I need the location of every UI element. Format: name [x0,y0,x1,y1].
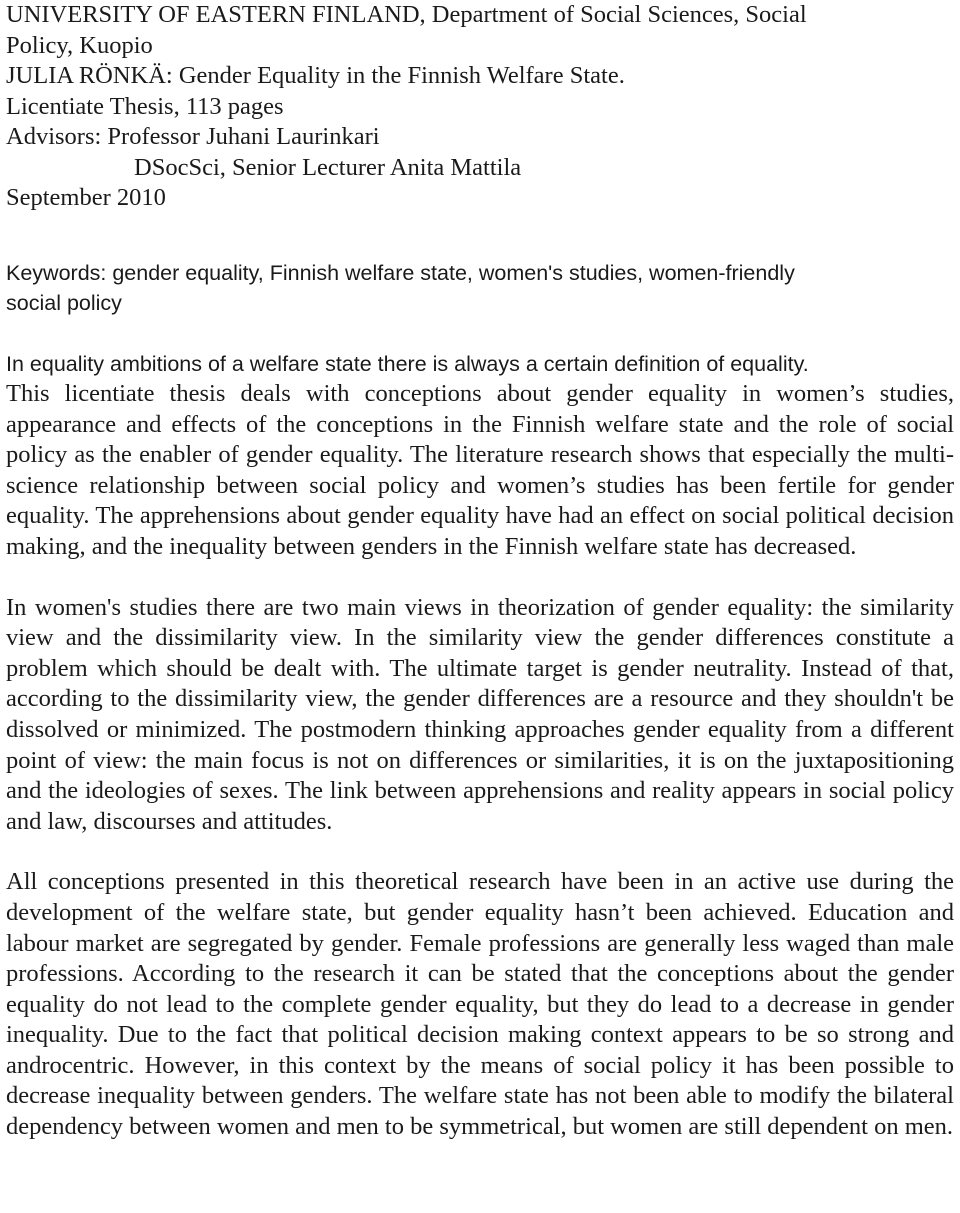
abstract-paragraph-1: This licentiate thesis deals with conceptions about gender equality in women’s studies, appearance and effects of the conceptions in the Finnish welfare state and the role of social policy as the enabler of gender equality. The literature research shows that especially the multi-science relationship between social policy and women’s studies has been fertile for gender equality. The apprehensions about gender equality have had an effect on social political decision making, and the inequality between genders in the Finnish welfare state has decreased. [6,380,954,560]
thesis-header [6,0,954,214]
author-title-line: JULIA RÖNKÄ: Gender Equality in the Finnish Welfare State. [6,62,625,89]
abstract-intro: In equality ambitions of a welfare state there is always a certain definition of equality. [6,351,809,376]
keywords-block [6,258,954,319]
keywords-line-2: social policy [6,291,122,315]
abstract-paragraph-3: All conceptions presented in this theoretical research have been in an active use during the development of the welfare state, but gender equality hasn’t been achieved. Education and labour market are segregated by gender. Female professions are generally less waged than male professions. According to the research it can be stated that the conceptions about the gender equality do not lead to the complete gender equality, but they do lead to a decrease in gender inequality. Due to the fact that political decision making context appears to be so strong and androcentric. However, in this context by the means of social policy it has been possible to decrease inequality between genders. The welfare state has not been able to modify the bilateral dependency between women and men to be symmetrical, but women are still dependent on men. [6,868,954,1141]
spacer [6,563,954,593]
abstract-body [6,349,954,1143]
keywords-line-1: Keywords: gender equality, Finnish welfare state, women's studies, women-friendly [6,260,795,285]
spacer [6,214,954,258]
date-line: September 2010 [6,184,166,211]
department-line: Policy, Kuopio [6,31,153,59]
thesis-type-line: Licentiate Thesis, 113 pages [6,92,284,120]
spacer [6,837,954,867]
advisor-line: Advisors: Professor Juhani Laurinkari [6,123,380,150]
spacer [6,319,954,349]
abstract-paragraph-2: In women's studies there are two main views in theorization of gender equality: the similarity view and the dissimilarity view. In the similarity view the gender differences constitute a problem which should be dealt with. The ultimate target is gender neutrality. Instead of that, according to the dissimilarity view, the gender differences are a resource and they shouldn't be dissolved or minimized. The postmodern thinking approaches gender equality from a different point of view: the main focus is not on differences or similarities, it is on the juxtapositioning and the ideologies of sexes. The link between apprehensions and reality appears in social policy and law, discourses and attitudes. [6,593,954,835]
university-line: UNIVERSITY OF EASTERN FINLAND, Department of Social Sciences, Social [6,1,807,28]
second-advisor-line: DSocSci, Senior Lecturer Anita Mattila [134,153,522,181]
